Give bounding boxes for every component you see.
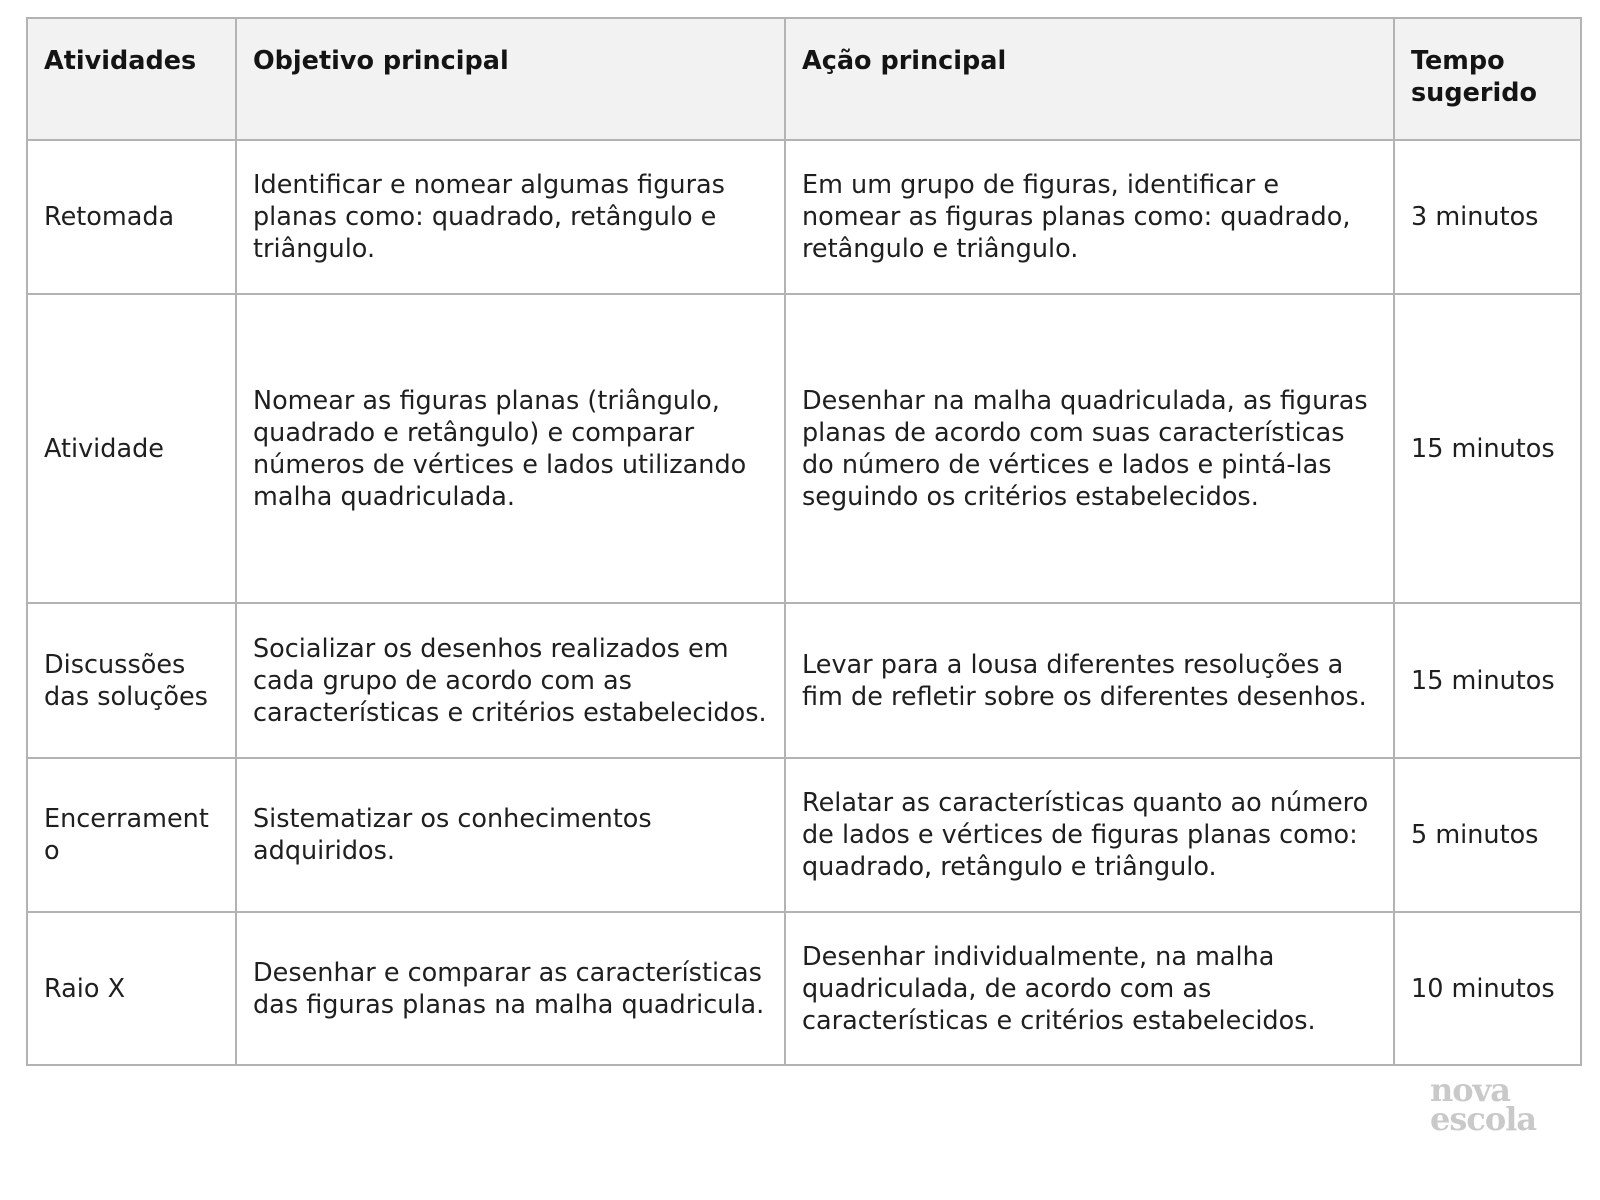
- header-tempo-sugerido: Tempo sugerido: [1394, 18, 1581, 140]
- cell-tempo: 3 minutos: [1394, 140, 1581, 294]
- cell-atividade: Raio X: [27, 912, 236, 1065]
- cell-atividade: Discussões das soluções: [27, 603, 236, 758]
- logo-line-escola: escola: [1430, 1100, 1537, 1138]
- cell-atividade: Encerramento: [27, 758, 236, 912]
- logo-line-nova: nova: [1430, 1071, 1510, 1109]
- cell-atividade: Retomada: [27, 140, 236, 294]
- cell-tempo: 15 minutos: [1394, 603, 1581, 758]
- header-atividades: Atividades: [27, 18, 236, 140]
- cell-acao: Desenhar na malha quadriculada, as figuras planas de acordo com suas características do número de vértices e lados e pintá-las seguindo os critérios estabelecidos.: [785, 294, 1394, 603]
- cell-acao: Levar para a lousa diferentes resoluções a fim de refletir sobre os diferentes desenhos.: [785, 603, 1394, 758]
- cell-objetivo: Desenhar e comparar as características das figuras planas na malha quadricula.: [236, 912, 785, 1065]
- cell-objetivo: Identificar e nomear algumas figuras planas como: quadrado, retângulo e triângulo.: [236, 140, 785, 294]
- nova-escola-logo: [1430, 1071, 1550, 1138]
- table-row: [27, 912, 1581, 1065]
- header-acao-principal: Ação principal: [785, 18, 1394, 140]
- cell-tempo: 5 minutos: [1394, 758, 1581, 912]
- table-row: [27, 603, 1581, 758]
- cell-acao: Desenhar individualmente, na malha quadriculada, de acordo com as características e critérios estabelecidos.: [785, 912, 1394, 1065]
- table-row: [27, 758, 1581, 912]
- table-row: [27, 140, 1581, 294]
- cell-acao: Em um grupo de figuras, identificar e nomear as figuras planas como: quadrado, retângulo e triângulo.: [785, 140, 1394, 294]
- cell-objetivo: Socializar os desenhos realizados em cada grupo de acordo com as características e critérios estabelecidos.: [236, 603, 785, 758]
- cell-objetivo: Sistematizar os conhecimentos adquiridos.: [236, 758, 785, 912]
- header-objetivo-principal: Objetivo principal: [236, 18, 785, 140]
- table-header-row: [27, 18, 1581, 140]
- table-row: [27, 294, 1581, 603]
- cell-atividade: Atividade: [27, 294, 236, 603]
- cell-tempo: 15 minutos: [1394, 294, 1581, 603]
- cell-tempo: 10 minutos: [1394, 912, 1581, 1065]
- lesson-plan-table: [26, 17, 1582, 1066]
- cell-acao: Relatar as características quanto ao número de lados e vértices de figuras planas como: quadrado, retângulo e triângulo.: [785, 758, 1394, 912]
- cell-objetivo: Nomear as figuras planas (triângulo, quadrado e retângulo) e comparar números de vértices e lados utilizando malha quadriculada.: [236, 294, 785, 603]
